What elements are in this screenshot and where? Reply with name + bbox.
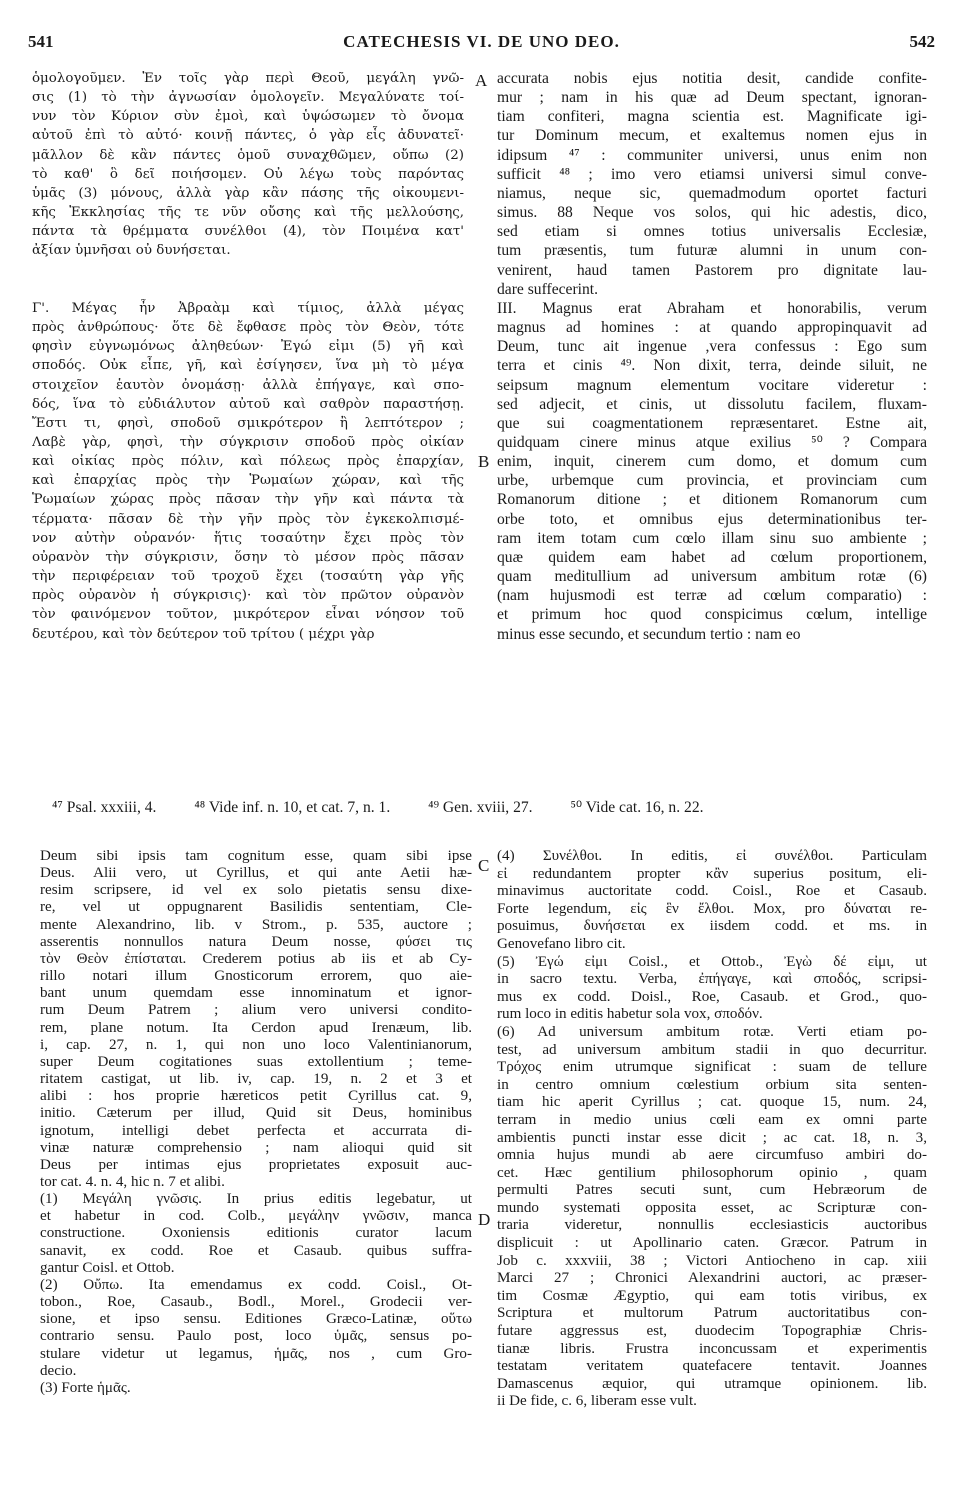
- text-line: εἰ redundantem propter κἂν superius positum, eli-: [497, 865, 927, 882]
- page-header: [28, 32, 935, 56]
- text-line: mundo systemati opposita esset, ac Scripturæ con-: [497, 1199, 927, 1216]
- text-line: ram item totam cum cœlo illam sinu suo ambiente ;: [497, 529, 927, 547]
- text-line: Λαβὲ γὰρ, φησὶ, τὴν σύγκρισιν σποδοῦ πρὸς οἰκίαν: [32, 434, 464, 450]
- text-line: Marci 27 ; Chronici Alexandrini auctori, ac præser-: [497, 1270, 927, 1287]
- text-line: minus esse secundo, et secundum tertio : nam eo: [497, 625, 801, 643]
- text-line: καὶ ἐπαρχίας πρὸς τὴν Ῥωμαίων χώραν, καὶ τῆς: [32, 473, 464, 489]
- text-line: super Deum cogitationes suas extollentium ; teme-: [40, 1053, 472, 1070]
- text-line: οὐρανὸν τὴν σύγκρισιν, ὅσην τὸ μέσον πρὸς πᾶσαν: [32, 549, 464, 565]
- text-line: δός, ἵνα τὸ εὐδιάλυτον αὐτοῦ καὶ σαθρὸν παραστήσῃ.: [32, 396, 464, 412]
- text-line: cet. Hæc gentilium philosophorum opinio , quam: [497, 1164, 927, 1181]
- reference-47: ⁴⁷ Psal. xxxiii, 4.: [52, 799, 157, 816]
- text-line: asserentis nonnullos natura Deum nosse, φύσει τις: [40, 933, 472, 950]
- text-line: terra et cinis ⁴⁹. Non dixit, terra, deinde siluit, ne: [497, 357, 927, 375]
- text-line: πρὸς ἀνθρώπους· ὅτε δὲ ἔφθασε πρὸς τὸν Θεὸν, τότε: [32, 320, 464, 336]
- footnotes-left-column: [40, 848, 472, 1397]
- running-title: CATECHESIS VI. DE UNO DEO.: [343, 32, 620, 51]
- text-line: in centro omnium cœlestium orbium sita senten-: [497, 1076, 927, 1093]
- latin-column: [497, 69, 927, 644]
- text-line: rum loco in editis habetur sola vox, σποδόν.: [497, 1006, 763, 1023]
- text-line: ambientis puncti instar esse dicit ; ac cat. 18, n. 3,: [497, 1129, 927, 1146]
- text-line: tor cat. 4. n. 4, hic n. 7 et alibi.: [40, 1173, 225, 1190]
- text-line: (6) Ad universum ambitum rotæ. Verti etiam po-: [497, 1023, 927, 1040]
- text-line: [32, 261, 464, 280]
- text-line: futare aggressus est, duodecim Topographiæ Chris-: [497, 1323, 927, 1340]
- text-line: venirent, haud tamen Pastorem pro dignitate lau-: [497, 261, 927, 279]
- margin-marker-a: A: [475, 71, 488, 90]
- margin-marker-b: B: [478, 452, 490, 471]
- text-line: rem, plane notum. Ita Cerdon apud Irenæum, lib.: [40, 1019, 472, 1036]
- text-line: alibi : hos proprie hæreticos petit Cyrillus cat. 9,: [40, 1088, 472, 1105]
- text-line: vinæ naturæ comprehensio ; nam alioqui quid sit: [40, 1139, 472, 1156]
- text-line: μᾶλλον δὲ κἂν πάντες ὁμοῦ συναχθῶμεν, οὔπω (2): [32, 147, 464, 163]
- text-line: minavimus auctoritate codd. Coisl., Roe et Casaub.: [497, 883, 927, 900]
- text-line: (4) Συνέλθοι. In editis, εἰ συνέλθοι. Particulam: [497, 848, 927, 864]
- text-line: tiam confiteri, magna scientia est. Magnificate igi-: [497, 108, 927, 126]
- text-line: que sui coagmentationem repræsentaret. Estne ait,: [497, 414, 927, 432]
- text-line: seipsum magnum elementum vocitare videretur :: [497, 376, 927, 394]
- text-line: bant unum quemdam esse innominatum et ignor-: [40, 985, 472, 1002]
- text-line: πάντα τὰ θρέμματα συνέλθοι (4), τὸν Ποιμένα κατ': [32, 224, 464, 240]
- text-line: Scriptura et multorum Patrum auctoritatibus con-: [497, 1305, 927, 1322]
- text-line: Τρόχος enim utrumque significat : suam de tellure: [497, 1059, 927, 1076]
- text-line: accurata nobis ejus notitia desit, candide confite-: [497, 70, 927, 87]
- text-line: test, ad universum ambitum stadii in quo decurritur.: [497, 1041, 927, 1058]
- text-line: tobon., Roe, Casaub., Bodl., Morel., Grodecii ver-: [40, 1294, 472, 1311]
- greek-column: [32, 69, 464, 644]
- text-line: sanavit, ex codd. Roe et Casaub. quibus suffra-: [40, 1242, 472, 1259]
- text-line: κῆς Ἐκκλησίας τῆς τε νῦν οὔσης καὶ τῆς μελλούσης,: [32, 205, 464, 221]
- text-line: posuimus, δυνήσεται ex iisdem codd. et ms. in: [497, 918, 927, 935]
- text-line: tianæ libris. Frustra inconcussam et experimentis: [497, 1340, 927, 1357]
- text-line: πρὸς οὐρανὸν ἡ σύγκρισις)· καὶ τὸν πρῶτον οὐρανὸν: [32, 588, 464, 604]
- text-line: ignotum, intelligi debet perfecta et accurrata di-: [40, 1122, 472, 1139]
- reference-49: ⁴⁹ Gen. xviii, 27.: [428, 799, 533, 816]
- text-line: sed adjecit, et cinis, ut dissolutu facilem, fluxam-: [497, 395, 927, 413]
- text-line: idipsum ⁴⁷ : communiter universi, unus enim non: [497, 146, 927, 164]
- footnotes-right-column: [497, 848, 927, 1411]
- text-line: Ῥωμαίων χώρας πρὸς πᾶσαν τὴν γῆν καὶ πάντα τὰ: [32, 492, 464, 508]
- text-line: Genovefano libro cit.: [497, 935, 626, 952]
- text-line: τὴν περιφέρειαν τοῦ τροχοῦ ἔχει (τοσαύτη γὰρ γῆς: [32, 569, 464, 585]
- text-line: initio. Cæterum per illud, Quid sit Deus, hominibus: [40, 1105, 472, 1122]
- text-line: [32, 280, 464, 299]
- text-line: niamus, neque sic, quemadmodum oportet facturi: [497, 184, 927, 202]
- text-line: sione, et ipso sensu. Editiones Græco-Latinæ, οὕτω: [40, 1311, 472, 1328]
- text-line: tur Dominum mecum, et exaltemus nomen ejus in: [497, 127, 927, 145]
- text-line: (2) Οὔπω. Ita emendamus ex codd. Coisl., Ot-: [40, 1276, 472, 1293]
- scripture-references: [52, 798, 912, 817]
- text-line: tim Cosmæ Ægyptio, qui eam totis viribus, ex: [497, 1287, 927, 1304]
- text-line: mur ; nam in his quæ ad Deum spectant, ignoran-: [497, 89, 927, 107]
- text-line: καὶ οἰκίας πρὸς πόλιν, καὶ πόλεως πρὸς ἐπαρχίαν,: [32, 454, 464, 470]
- text-line: ὁμολογοῦμεν. Ἐν τοῖς γὰρ περὶ Θεοῦ, μεγάλη γνῶ-: [32, 71, 464, 86]
- text-line: in sacro textu. Verba, ἐπήγαγε, καὶ σποδός, scripsi-: [497, 971, 927, 988]
- text-line: σις (1) τὸ τὴν ἀγνωσίαν ὁμολογεῖν. Μεγαλύνατε τοί-: [32, 90, 464, 106]
- text-line: enim, inquit, cinerem cum domo, et domum cum: [497, 453, 927, 471]
- text-line: displicuit : ut Apollinario caten. Græcor. Patrum in: [497, 1235, 927, 1252]
- text-line: et primum hoc quod conspicimus cœlum, intellige: [497, 606, 927, 624]
- text-line: νυν τὸν Κύριον σὺν ἐμοὶ, καὶ ὑψώσωμεν τὸ ὄνομα: [32, 109, 464, 125]
- text-line: orbe toto, et omnibus ejus determinationibus ter-: [497, 510, 927, 528]
- text-line: rum Deum Patrem ; alium vero universi condito-: [40, 1002, 472, 1019]
- text-line: Deum, tunc ait ingenue ,vera confessus : Ego sum: [497, 338, 927, 356]
- text-line: σποδός. Οὐκ εἶπε, γῆ, καὶ ἐσίγησεν, ἵνα μὴ τὸ μέγα: [32, 358, 464, 374]
- text-line: stulare videtur ut legamus, ἡμᾶς, nos , cum Gro-: [40, 1345, 472, 1362]
- text-line: τέρματα· πᾶσαν δὲ τὴν γῆν πρὸς τὸν ἐγκεκολπισμέ-: [32, 511, 464, 527]
- page-number-left: 541: [28, 32, 54, 51]
- text-line: (5) Ἐγώ εἰμι Coisl., et Ottob., Ἐγὼ δέ εἰμι, ut: [497, 953, 927, 970]
- text-line: sed etiam si omnes totius universalis Ecclesiæ,: [497, 223, 927, 241]
- text-line: quam meditullium ad universum ambitum rotæ (6): [497, 568, 927, 586]
- text-line: magnus ad homines : at quando appropinquavit ad: [497, 319, 927, 337]
- text-line: (3) Forte ἡμᾶς.: [40, 1379, 131, 1396]
- text-line: ὑμᾶς (3) μόνους, ἀλλὰ γὰρ κἂν πάσης τῆς οἰκουμενι-: [32, 185, 464, 201]
- text-line: terram in medio unius cœli eam ex omni parte: [497, 1111, 927, 1128]
- text-line: i, cap. 27, n. 1, qui non uno loco Valentinianorum,: [40, 1036, 472, 1053]
- text-line: III. Magnus erat Abraham et honorabilis, verum: [497, 299, 927, 317]
- text-line: quidquam cinere minus atque exilius ⁵⁰ ? Compara: [497, 433, 927, 451]
- text-line: permulti Patres secuti sunt, cum Hebræorum de: [497, 1182, 927, 1199]
- text-line: mente Alexandrino, lib. v Strom., p. 535, auctore ;: [40, 916, 472, 933]
- reference-48: ⁴⁸ Vide inf. n. 10, et cat. 7, n. 1.: [194, 799, 391, 816]
- text-line: tiam hic aperit Cyrillus ; cat. quoque 15, num. 24,: [497, 1094, 927, 1111]
- text-line: resim scripsere, id vel ex solo pietatis sensu dixe-: [40, 882, 472, 899]
- text-line: Ἔστι τι, φησὶ, σποδοῦ σμικρότερον ἢ λεπτότερον ;: [32, 415, 464, 431]
- text-line: Romanorum ditione ; et ditionem Romanorum cum: [497, 491, 927, 509]
- text-line: δευτέρου, καὶ τὸν δεύτερον τοῦ τρίτου ( μέχρι γὰρ: [32, 626, 375, 642]
- text-line: contrario sensu. Paulo post, loco ὑμᾶς, sensus po-: [40, 1328, 472, 1345]
- text-line: simus. 88 Neque vos solos, qui hic adestis, dico,: [497, 204, 927, 222]
- text-line: mus ex codd. Doisl., Roe, Casaub. et Grod., quo-: [497, 988, 927, 1005]
- text-line: (nam hujusmodi est terræ ad cœlum comparatio) :: [497, 587, 927, 605]
- text-line: Damascenus æquior, qui utramque opinionem. lib.: [497, 1375, 927, 1392]
- text-line: et habetur in cod. Colb., μεγάλην γνῶσιν, manca: [40, 1208, 472, 1225]
- text-line: urbe, urbemque cum provincia, et provinciam cum: [497, 472, 927, 490]
- text-line: tum præsentis, tum futuræ alumni in unum con-: [497, 242, 927, 260]
- text-line: omnia hujus mundi ab aere circumfuso ambiri do-: [497, 1147, 927, 1164]
- text-line: decio.: [40, 1362, 77, 1379]
- page-number-right: 542: [909, 32, 935, 51]
- text-line: quæ quidem eam habet ad cœlum proportionem,: [497, 548, 927, 566]
- text-line: ii De fide, c. 6, liberam esse vult.: [497, 1393, 697, 1410]
- text-line: νον αὐτὴν οὐρανόν· ἥτις τοσαύτην ἔχει πρὸς τὸν: [32, 530, 464, 546]
- text-line: ritatem castigat, ut lib. iv, cap. 19, n. 2 et 3 et: [40, 1071, 472, 1088]
- text-line: traria videretur, nonnullis ecclesiasticis auctoribus: [497, 1217, 927, 1234]
- text-line: Deum sibi ipsis tam cognitum esse, quam sibi ipse: [40, 848, 472, 864]
- reference-50: ⁵⁰ Vide cat. 16, n. 22.: [570, 799, 704, 816]
- text-line: τὸν φαινόμενον τοῦτον, μικρότερον εἶναι νόησον τοῦ: [32, 607, 464, 623]
- text-line: Deus. Alii vero, ut Cyrillus, et qui ante Aetii hæ-: [40, 865, 472, 882]
- text-line: ἀξίαν ὑμνῆσαι οὐ δυνήσεται.: [32, 243, 231, 259]
- text-line: gantur Coisl. et Ottob.: [40, 1259, 175, 1276]
- text-line: τὸν Θεὸν ἐπίσταται. Crederem potius ab iis et ab Cy-: [40, 950, 472, 967]
- text-line: testatam veritatem quatefacere tentavit. Joannes: [497, 1358, 927, 1375]
- text-line: constructione. Oxoniensis editionis curator lacum: [40, 1225, 472, 1242]
- text-line: τὸ καθ' ὃ δεῖ ποιήσομεν. Οὐ λέγω τοὺς παρόντας: [32, 166, 464, 182]
- text-line: sufficit ⁴⁸ ; imo vero etiamsi universi simul conve-: [497, 165, 927, 183]
- text-line: (1) Μεγάλη γνῶσις. In prius editis legebatur, ut: [40, 1191, 472, 1208]
- text-line: dare suffecerint.: [497, 280, 599, 298]
- text-line: rillo notari illum Gnosticorum errorem, quo aie-: [40, 968, 472, 985]
- text-line: φησὶν εὐγνωμόνως ἀληθεύων· Ἐγώ εἰμι (5) γῆ καὶ: [32, 339, 464, 355]
- text-line: Γ'. Μέγας ἦν Ἀβραὰμ καὶ τίμιος, ἀλλὰ μέγας: [32, 300, 464, 316]
- text-line: re, vel ut oppugnarent Basilidis sententiam, Cle-: [40, 899, 472, 916]
- margin-marker-c: C: [478, 856, 490, 875]
- text-line: αὐτοῦ ἐπὶ τὸ αὐτό· κοινῇ πάντες, ὁ γὰρ εἷς ἀδυνατεῖ·: [32, 128, 464, 144]
- text-line: Deus per intimas ejus proprietates exposuit auc-: [40, 1156, 472, 1173]
- text-line: Job c. xxxviii, 38 ; Victori Antiocheno in cap. xiii: [497, 1252, 927, 1269]
- text-line: στοιχεῖον ἑαυτὸν ὀνομάσῃ· ἀλλὰ ἐπήγαγε, καὶ σπο-: [32, 377, 464, 393]
- text-line: Forte legendum, εἰς ἓν ἔλθοι. Mox, pro δύναται re-: [497, 900, 927, 917]
- margin-marker-d: D: [478, 1210, 491, 1229]
